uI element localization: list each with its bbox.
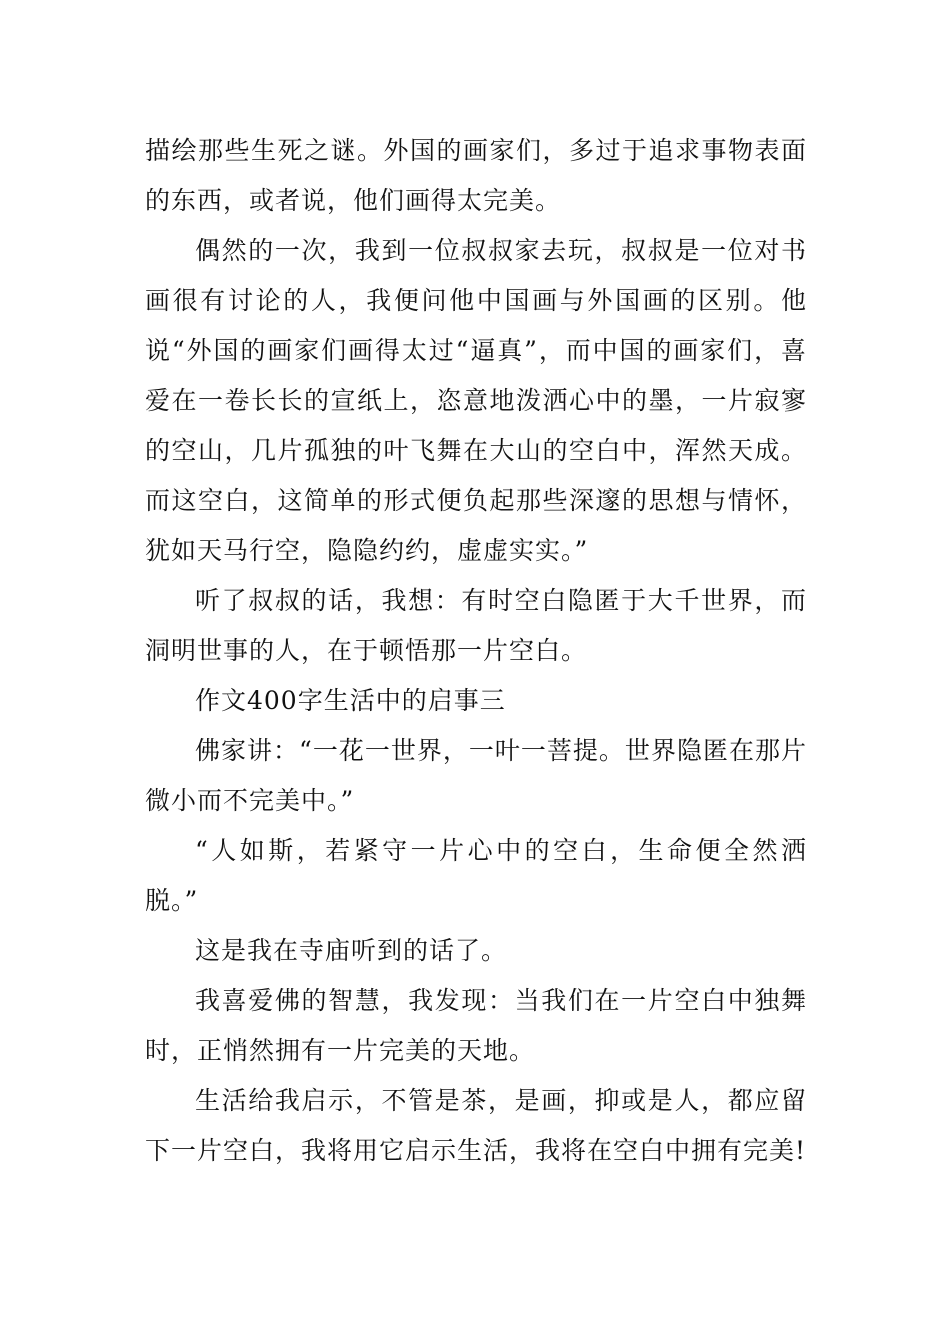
document-body xyxy=(145,126,807,1176)
paragraph-reflection: 听了叔叔的话，我想：有时空白隐匿于大千世界，而洞明世事的人，在于顿悟那一片空白。 xyxy=(145,586,807,665)
paragraph-conclusion: 生活给我启示，不管是茶，是画，抑或是人，都应留下一片空白，我将用它启示生活，我将在空白中拥有完美! xyxy=(145,1086,807,1165)
paragraph-temple: 这是我在寺庙听到的话了。 xyxy=(195,936,508,965)
paragraph-wisdom: 我喜爱佛的智慧，我发现：当我们在一片空白中独舞时，正悄然拥有一片完美的天地。 xyxy=(145,986,807,1065)
section-heading: 作文400字生活中的启事三 xyxy=(195,686,506,715)
paragraph-quote: “人如斯，若紧守一片心中的空白，生命便全然洒脱。” xyxy=(145,836,807,915)
paragraph-continuation: 描绘那些生死之谜。外国的画家们，多过于追求事物表面的东西，或者说，他们画得太完美。 xyxy=(145,136,807,215)
paragraph-uncle-visit: 偶然的一次，我到一位叔叔家去玩，叔叔是一位对书画很有讨论的人，我便问他中国画与外国画的区别。他说“外国的画家们画得太过“逼真”，而中国的画家们，喜爱在一卷长长的宣纸上，恣意地泼洒心中的墨，一片寂寥的空山，几片孤独的叶飞舞在大山的空白中，浑然天成。而这空白，这简单的形式便负起那些深邃的思想与情怀，犹如天马行空，隐隐约约，虚虚实实。” xyxy=(145,236,807,565)
paragraph-buddhist-saying: 佛家讲：“一花一世界，一叶一菩提。世界隐匿在那片微小而不完美中。” xyxy=(145,736,807,815)
